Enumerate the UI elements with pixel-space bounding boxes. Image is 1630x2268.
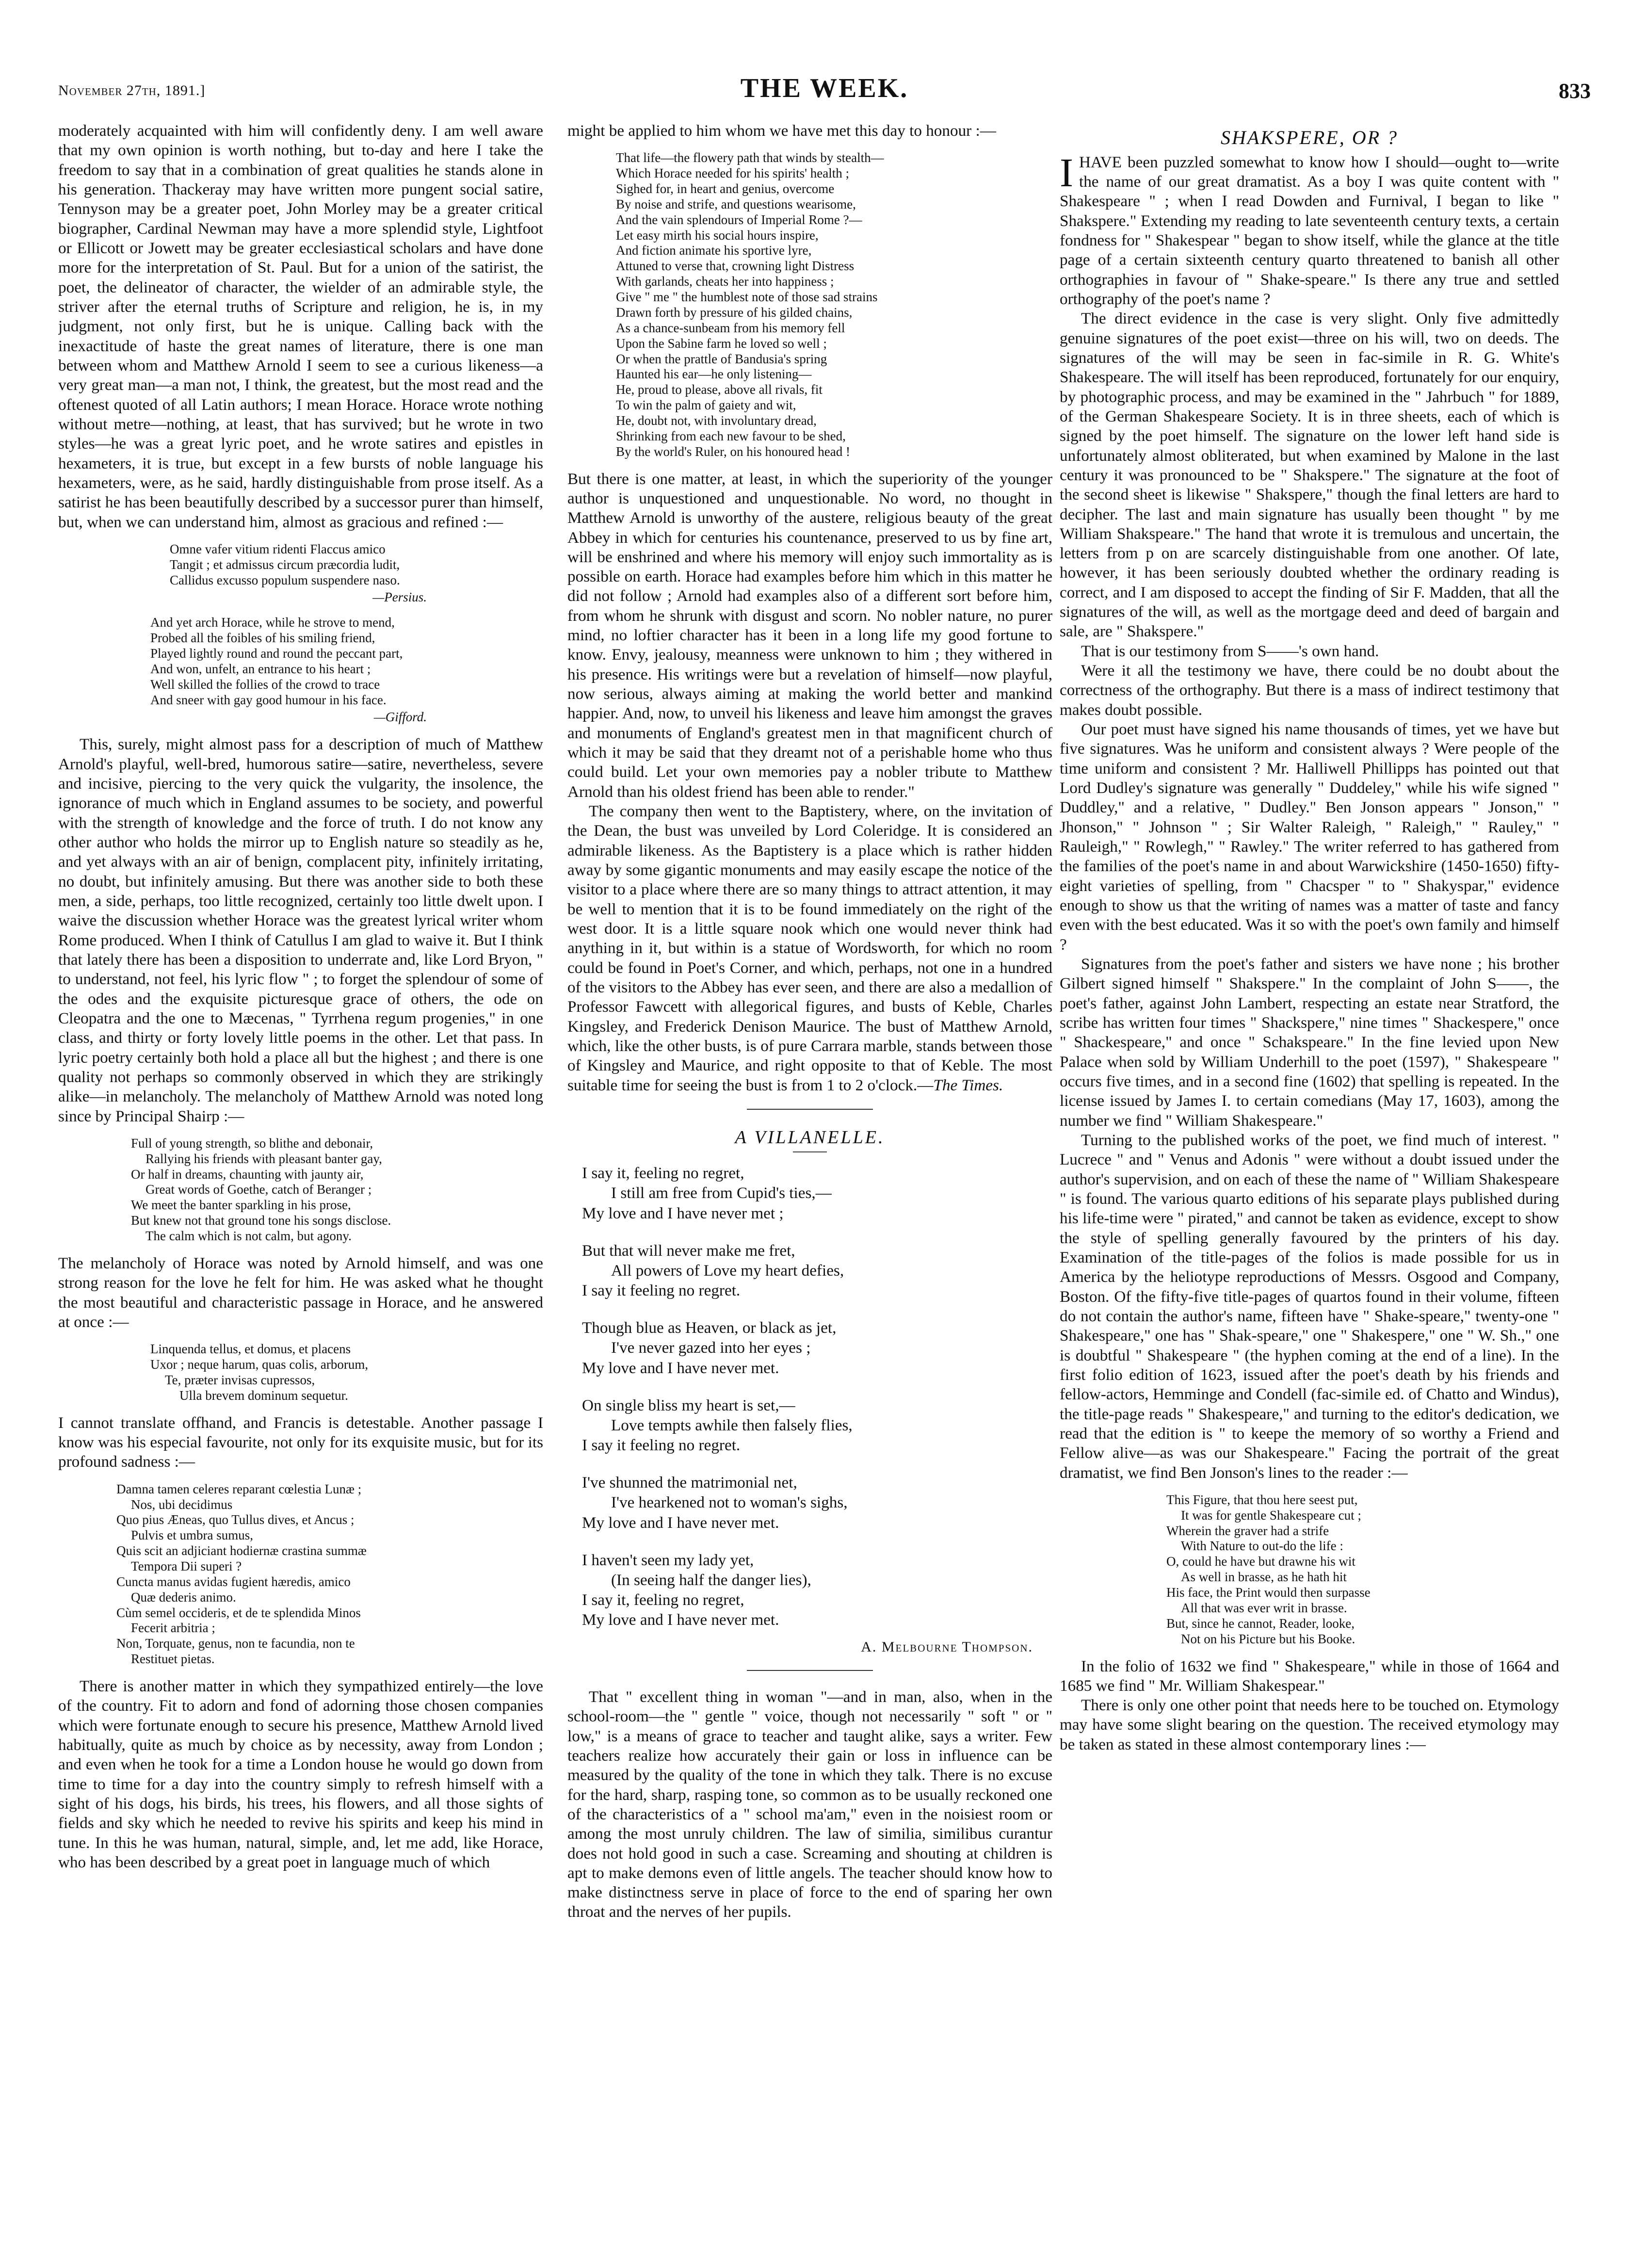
poem-stanza xyxy=(582,1241,1052,1301)
verse-line: Probed all the foibles of his smiling friend, xyxy=(150,631,375,646)
paragraph: In the folio of 1632 we find " Shakespeare," while in those of 1664 and 1685 we find " Mr. William Shakespear." xyxy=(1060,1657,1559,1695)
verse-line: Upon the Sabine farm he loved so well ; xyxy=(616,336,827,351)
verse-line: Not on his Picture but his Booke. xyxy=(1181,1631,1356,1646)
paragraph: The company then went to the Baptistery, where, on the invitation of the Dean, the bust was unveiled by Lord Coleridge. It is considered an admirable likeness. As the Baptistery is a place which is rather hidden away by some gigantic monuments and may easily escape the notice of the visitor to a place where there are so many things to attract attention, it may be well to mention that it is to be found immediately on the right of the west door. It is a little square nook which one would never think had anything in it, but within is a statue of Wordsworth, for which no room could be found in Poet's Corner, and which, perhaps, not one in a hundred of the visitors to the Abbey has ever seen, and there are also a medallion of Professor Fawcett with allegorical figures, and busts of Keble, Charles Kingsley, and Frederick Denison Maurice. The bust of Matthew Arnold, which, like the other busts, is of pure Carrara marble, stands between those of Kingsley and Maurice, and right opposite to that of Keble. The most suitable time for seeing the bust is from 1 to 2 o'clock.—The Times. xyxy=(567,802,1052,1094)
column-1 xyxy=(58,121,543,2236)
source-citation: The Times. xyxy=(933,1076,1003,1094)
verse-line: But knew not that ground tone his songs disclose. xyxy=(131,1213,391,1228)
verse-linquenda xyxy=(150,1342,543,1403)
page-header xyxy=(58,73,1591,112)
verse-line: Or half in dreams, chaunting with jaunty air, xyxy=(131,1166,364,1182)
poem-line: I say it feeling no regret. xyxy=(582,1281,741,1300)
verse-line: He, proud to please, above all rivals, fit xyxy=(616,382,823,397)
verse-line: As well in brasse, as he hath hit xyxy=(1181,1570,1347,1585)
paragraph: There is only one other point that needs here to be touched on. Etymology may have some slight bearing on the question. The received etymology may be taken as stated in these almost contemporary lines :— xyxy=(1060,1696,1559,1753)
verse-line: Restituet pietas. xyxy=(131,1652,215,1667)
poem-line: My love and I have never met. xyxy=(582,1359,779,1377)
verse-line: Fecerit arbitria ; xyxy=(131,1620,215,1636)
poem-line: I've hearkened not to woman's sighs, xyxy=(611,1493,848,1512)
verse-line: Damna tamen celeres reparant cœlestia Lunæ ; xyxy=(116,1481,362,1496)
column-2 xyxy=(567,121,1052,2236)
verse-line: Tangit ; et admissus circum præcordia ludit, xyxy=(170,557,400,572)
verse-line: He, doubt not, with involuntary dread, xyxy=(616,413,817,428)
poem-line: Love tempts awhile then falsely flies, xyxy=(611,1416,853,1434)
verse-line: That life—the flowery path that winds by stealth— xyxy=(616,150,884,165)
verse-line: Tempora Dii superi ? xyxy=(131,1558,242,1573)
verse-line: Sighed for, in heart and genius, overcome xyxy=(616,181,835,196)
poem-line: My love and I have never met ; xyxy=(582,1204,784,1222)
poem-title: A VILLANELLE. xyxy=(735,1127,885,1148)
poem-line: I still am free from Cupid's ties,— xyxy=(611,1184,832,1202)
poem-stanza xyxy=(582,1318,1052,1378)
verse-horace-tribute xyxy=(616,150,1052,459)
verse-line: Well skilled the follies of the crowd to trace xyxy=(150,677,380,692)
verse-line: Give " me " the humblest note of those sad strains xyxy=(616,290,878,305)
poem-line: Though blue as Heaven, or black as jet, xyxy=(582,1319,837,1337)
verse-line: It was for gentle Shakespeare cut ; xyxy=(1181,1507,1361,1523)
verse-line: And sneer with gay good humour in his face. xyxy=(150,692,387,707)
verse-line: Or when the prattle of Bandusia's spring xyxy=(616,351,827,366)
verse-line: Haunted his ear—he only listening— xyxy=(616,367,812,382)
article-title: SHAKSPERE, OR ? xyxy=(1220,127,1399,148)
verse-line: O, could he have but drawne his wit xyxy=(1166,1554,1356,1569)
verse-line: Quis scit an adjiciant hodiernæ crastina summæ xyxy=(116,1543,367,1558)
paragraph: might be applied to him whom we have met this day to honour :— xyxy=(567,122,996,140)
poem-line: I say it, feeling no regret, xyxy=(582,1591,744,1609)
drop-cap: I xyxy=(1060,150,1073,195)
paragraph: This, surely, might almost pass for a description of much of Matthew Arnold's playful, well-bred, humorous satire—satire, nevertheless, severe and incisive, piercing to the very quick the vulgarity, the insolence, the ignorance of much which in England assumes to be society, and powerful with the strength of knowledge and the force of truth. I do not know any other author who holds the mirror up to English nature so steadily as he, and yet always with an air of benign, complacent pity, infinitely irritating, no doubt, but infinitely amusing. But there was another side to both these men, a side, perhaps, too little recognized, certainly too little dwelt upon. I waive the discussion whether Horace was the greatest lyrical writer whom Rome produced. When I think of Catullus I am glad to waive it. But I think that lately there has been a disposition to underrate and, like Lord Bryon, " to understand, not feel, his lyric flow " ; to forget the splendour of some of the odes and the exquisite picturesque grace of others, the ode on Cleopatra and the one to Mæcenas, " Tyrrhena regum progenies," in one class, and thirty or forty lovely little poems in the other. Let that pass. In lyric poetry certainly both hold a place all but the highest ; and there is one quality not perhaps so commonly observed in which they are strikingly alike—in melancholy. The melancholy of Matthew Arnold was noted long since by Principal Shairp :— xyxy=(58,735,543,1125)
paragraph: That is our testimony from S——'s own hand. xyxy=(1081,642,1379,660)
verse-line: Shrinking from each new favour to be shed, xyxy=(616,428,846,443)
poem-line: My love and I have never met. xyxy=(582,1611,779,1629)
poem-signature: A. Melbourne Thompson. xyxy=(861,1639,1033,1655)
masthead-title: THE WEEK. xyxy=(740,73,909,103)
verse-line: And won, unfelt, an entrance to his heart ; xyxy=(150,661,371,676)
paragraph: But there is one matter, at least, in which the superiority of the younger author is unquestioned and unquestionable. No word, no thought in Matthew Arnold is unworthy of the austere, religious beauty of the great Abbey in which for centuries his countenance, preserved to us by fine art, will be enshrined and where his memory will enjoy such immortality as is possible on earth. Horace had examples before him which in this matter he did not follow ; Arnold had examples also of a different sort before him, from whom he shrunk with disgust and scorn. No nobler nature, no purer mind, no loftier character has it been in a long life my good fortune to know. Envy, jealousy, meanness were unknown to him ; they withered in his presence. His writings were but a revelation of himself—now playful, now serious, always aiming at making the world better and mankind happier. And, now, to unveil his likeness and leave him amongst the graves and monuments of England's greatest men in that magnificent church of which it may be said that they dreamt not of a perishable home who thus could build. Let your own memories pay a nobler tribute to Matthew Arnold than his oldest friend has been able to render." xyxy=(567,470,1052,801)
poem-line: I say it, feeling no regret, xyxy=(582,1164,744,1183)
verse-line: Cuncta manus avidas fugient hæredis, amico xyxy=(116,1574,351,1589)
verse-line: Attuned to verse that, crowning light Distress xyxy=(616,259,855,274)
verse-attribution: —Gifford. xyxy=(373,710,427,725)
verse-line: Cùm semel occideris, et de te splendida Minos xyxy=(116,1605,361,1620)
verse-shairp xyxy=(131,1136,543,1244)
verse-line: Non, Torquate, genus, non te facundia, non te xyxy=(116,1636,355,1651)
verse-line: Nos, ubi decidimus xyxy=(131,1497,233,1512)
verse-attribution: —Persius. xyxy=(372,590,427,605)
verse-line: Drawn forth by pressure of his gilded chains, xyxy=(616,305,853,320)
poem-line: I say it feeling no regret. xyxy=(582,1436,741,1455)
verse-line: Great words of Goethe, catch of Beranger ; xyxy=(145,1182,372,1197)
column-3 xyxy=(1060,121,1559,2236)
poem-line: I've never gazed into her eyes ; xyxy=(611,1339,811,1357)
verse-line: And yet arch Horace, while he strove to mend, xyxy=(150,615,395,630)
verse-gifford xyxy=(150,615,543,708)
verse-line: Ulla brevem dominum sequetur. xyxy=(179,1388,348,1403)
poem-stanza xyxy=(582,1163,1052,1223)
verse-line: Pulvis et umbra sumus, xyxy=(131,1528,254,1543)
poem-line: (In seeing half the danger lies), xyxy=(611,1571,811,1589)
paragraph: Signatures from the poet's father and sisters we have none ; his brother Gilbert signed himself " Shakspere." In the complaint of John S——, the poet's father, against John Lambert, respecting an estate near Stratford, the scribe has written four times " Shackspere," nine times " Shackespere," once " Shackespeare," and once " Schakspeare." In the fine levied upon New Palace when sold by William Underhill to the poet (1597), " Shakespeare " occurs five times, and in a second fine (1602) that spelling is repeated. In the license issued by James I. to certain comedians (May 17, 1603), among the number we find " William Shakespeare." xyxy=(1060,955,1559,1130)
verse-line: Which Horace needed for his spirits' health ; xyxy=(616,166,849,181)
verse-line: As a chance-sunbeam from his memory fell xyxy=(616,320,845,335)
verse-line: By noise and strife, and questions wearisome, xyxy=(616,196,856,211)
verse-line: And the vain splendours of Imperial Rome ?— xyxy=(616,212,862,227)
section-divider xyxy=(747,1109,873,1110)
poem-stanza xyxy=(582,1473,1052,1533)
verse-damna xyxy=(116,1482,543,1667)
verse-line: This Figure, that thou here seest put, xyxy=(1166,1492,1358,1507)
verse-line: To win the palm of gaiety and wit, xyxy=(616,398,796,413)
verse-line: Quæ dederis animo. xyxy=(131,1589,236,1604)
paragraph: That " excellent thing in woman "—and in man, also, when in the school-room—the " gentle " voice, though not necessarily " soft " or " low," is a means of grace to teacher and taught alike, says a writer. Few teachers realize how accurately their gain or loss in influence can be measured by the quality of the tone in which they talk. There is no excuse for the hard, sharp, rasping tone, so common as to be usually reckoned one of the characteristics of a " school ma'am," even in the noisiest room or among the most unruly children. The law of similia, similibus curantur does not hold good in such a case. Screaming and shouting at children is apt to make demons even of little angels. The teacher should know how to make distinctness serve in place of force to the end of sparing her own throat and the nerves of her pupils. xyxy=(567,1687,1052,1921)
paragraph: moderately acquainted with him will confidently deny. I am well aware that my own opinion is worth nothing, but to-day and here I take the freedom to say that in a combination of great qualities he stands alone in his generation. Thackeray may have written more pungent social satire, Tennyson may be a greater poet, John Morley may be a greater critical biographer, Cardinal Newman may have a more splendid style, Lightfoot or Ellicott or Jowett may be greater ecclesiastical scholars and have done more for the interpretation of St. Paul. But for a union of the satirist, the poet, the delineator of character, the wielder of an admirable style, the striver after the eternal truths of Scripture and religion, he is, in my judgment, not only first, but he is unique. Calling back with the inexactitude of haste the great names of literature, there is one man between whom and Matthew Arnold I seem to see a curious likeness—a very great man—a man not, I think, the greatest, but the most read and the oftenest quoted of all Latin authors; I mean Horace. Horace wrote nothing without metre—nothing, at least, that has survived; but he wrote in two styles—he was a great lyric poet, and he wrote satires and epistles in hexameters, it is true, but except in a few bursts of noble language his hexameters, were, as he said, hardly distinguishable from prose itself. As a satirist he has been beautifully described by a successor purer than himself, but, when we can understand him, almost as gracious and refined :— xyxy=(58,122,543,531)
verse-line: But, since he cannot, Reader, looke, xyxy=(1166,1616,1355,1631)
verse-line: Callidus excusso populum suspendere naso. xyxy=(170,572,400,587)
verse-line: And fiction animate his sportive lyre, xyxy=(616,243,812,258)
verse-line: With Nature to out-do the life : xyxy=(1181,1539,1343,1554)
poem-line: My love and I have never met. xyxy=(582,1513,779,1532)
paragraph: I cannot translate offhand, and Francis is detestable. Another passage I know was his especial favourite, not only for its exquisite music, but for its profound sadness :— xyxy=(58,1413,543,1471)
paragraph: There is another matter in which they sympathized entirely—the love of the country. Fit to adorn and fond of adorning those chosen companies which were fortunate enough to secure his presence, Matthew Arnold lived habitually, quite as much by choice as by necessity, away from London ; and even when he took for a time a London house he would go down from time to time for a day into the country simply to refresh himself with a sight of his dogs, his birds, his trees, his flowers, and all those sights of fields and sky which he needed to revive his spirits and keep his mind in tune. In this he was human, natural, simple, and, let me add, like Horace, who has been described by a great poet in language much of which xyxy=(58,1677,543,1871)
page-number: 833 xyxy=(1559,79,1591,103)
poem-line: On single bliss my heart is set,— xyxy=(582,1396,795,1414)
poem-line: I've shunned the matrimonial net, xyxy=(582,1474,797,1492)
verse-line: Quo pius Æneas, quo Tullus dives, et Ancus ; xyxy=(116,1512,355,1527)
verse-line: With garlands, cheats her into happiness ; xyxy=(616,274,834,289)
verse-line: Te, præter invisas cupressos, xyxy=(165,1372,315,1387)
poem-line: All powers of Love my heart defies, xyxy=(611,1261,844,1280)
verse-line: His face, the Print would then surpasse xyxy=(1166,1585,1371,1600)
poem-stanza xyxy=(582,1395,1052,1456)
section-divider xyxy=(747,1670,873,1671)
verse-line: Played lightly round and round the peccant part, xyxy=(150,646,403,661)
verse-line: Let easy mirth his social hours inspire, xyxy=(616,227,819,243)
villanelle-poem xyxy=(567,1163,1052,1630)
poem-stanza xyxy=(582,1550,1052,1630)
verse-line: Uxor ; neque harum, quas colis, arborum, xyxy=(150,1357,369,1372)
verse-line: Omne vafer vitium ridenti Flaccus amico xyxy=(170,541,386,556)
verse-line: Full of young strength, so blithe and debonair, xyxy=(131,1135,373,1150)
verse-line: We meet the banter sparkling in his prose, xyxy=(131,1198,351,1213)
verse-line: All that was ever writ in brasse. xyxy=(1181,1600,1347,1615)
paragraph: IHAVE been puzzled somewhat to know how I should—ought to—write the name of our great dramatist. As a boy I was quite content with " Shakespeare " ; when I read Dowden and Furnival, I began to like " Shakspere." Extending my reading to late seventeenth century texts, a certain fondness for " Shakespear " began to show itself, while the glance at the title page of a certain sixteenth century quarto threatened to banish all other orthographies in favour of " Shake-speare." Is there any true and settled orthography of the poet's name ? xyxy=(1060,150,1559,308)
verse-jonson xyxy=(1166,1492,1559,1647)
paragraph: Our poet must have signed his name thousands of times, yet we have but five signatures. Was he uniform and consistent always ? Were people of the time uniform and consistent ? Mr. Halliwell Phillipps has pointed out that Lord Dudley's signature was generally " Duddeley," while his wife signed " Duddley," and a relative, " Dudley." Ben Jonson appears " Jonson," " Jhonson," " Johnson " ; Sir Walter Raleigh, " Raleigh," " Rauley," " Rauleigh," " Rowlegh," " Rawley." The writer referred to has gathered from the families of the poet's name in and about Warwickshire (1450-1650) fifty-eight varieties of spelling, from " Chacsper " to " Shakyspar," evidence enough to show us that the writing of names was a matter of taste and fancy even with the best educated. Was it so with the poet's own family and himself ? xyxy=(1060,720,1559,954)
verse-line: By the world's Ruler, on his honoured head ! xyxy=(616,444,850,459)
paragraph: Turning to the published works of the poet, we find much of interest. " Lucrece " and " Venus and Adonis " were without a doubt issued under the author's supervision, and on each of these the name of " William Shakespeare " is found. The various quarto editions of his separate plays published during his life-time were " pirated," and cannot be taken as evidence, except to show the style of spelling generally favoured by the printers of his day. Examination of the title-pages of the folios is made possible for us in America by the heliotype reproductions of Messrs. Osgood and Company, Boston. Of the fifty-five title-pages of quartos found in their volume, fifteen do not contain the author's name, fifteen have " Shake-speare," twenty-one " Shakespeare," one has " Shak-speare," one " Shakespere," one " W. Sh.," one is doubtful " Shakespeare " (the hyphen coming at the end of a line). In the first folio edition of 1623, issued after the poet's death by his friends and fellow-actors, Hemminge and Condell (fac-simile ed. of Chatto and Windus), the title-page reads " Shakespeare," and turning to the editor's dedication, we read that the edition is " to keepe the memory of so worthy a Friend and Fellow alive—as was our Shakespeare." Facing the portrait of the great dramatist, we find Ben Jonson's lines to the reader :— xyxy=(1060,1131,1559,1482)
header-date: November 27th, 1891.] xyxy=(58,82,206,98)
poem-line: But that will never make me fret, xyxy=(582,1241,795,1260)
paragraph: The melancholy of Horace was noted by Arnold himself, and was one strong reason for the love he felt for him. He was asked what he thought the most beautiful and characteristic passage in Horace, and he answered at once :— xyxy=(58,1254,543,1331)
title-rule xyxy=(793,1151,827,1152)
verse-line: Wherein the graver had a strife xyxy=(1166,1523,1329,1538)
verse-line: Linquenda tellus, et domus, et placens xyxy=(150,1342,351,1357)
paragraph: The direct evidence in the case is very slight. Only five admittedly genuine signatures of the poet exist—three on his will, two on deeds. The signatures of the will may be seen in fac-simile in R. G. White's Shakespeare. The will itself has been reproduced, fortunately for our enquiry, by photographic process, and may be examined in the " Jahrbuch " for 1889, of the German Shakespeare Society. It is in three sheets, each of which is signed by the poet himself. The signature on the lower left hand side is unfortunately almost obliterated, but when examined by Malone in the last century it was pronounced to be " Shakspere." The signature at the foot of the second sheet is likewise " Shakspere," though the final letters are hard to decipher. The last and main signature has usually been thought " by me William Shakspeare." The hand that wrote it is tremulous and uncertain, the letters from p on are scarcely distinguishable from one another. Of late, however, it has been seriously doubted whether the ordinary reading is correct, and I am disposed to accept the finding of Sir F. Madden, that all the signatures of the will, as well as the mortgage deed and deed of bargain and sale, are " Shakspere." xyxy=(1060,309,1559,641)
poem-line: I haven't seen my lady yet, xyxy=(582,1551,754,1569)
paragraph: Were it all the testimony we have, there could be no doubt about the correctness of the orthography. But there is a mass of indirect testimony that makes doubt possible. xyxy=(1060,662,1559,719)
verse-line: Rallying his friends with pleasant banter gay, xyxy=(145,1151,382,1166)
verse-line: The calm which is not calm, but agony. xyxy=(145,1229,352,1244)
verse-persius xyxy=(170,542,543,588)
